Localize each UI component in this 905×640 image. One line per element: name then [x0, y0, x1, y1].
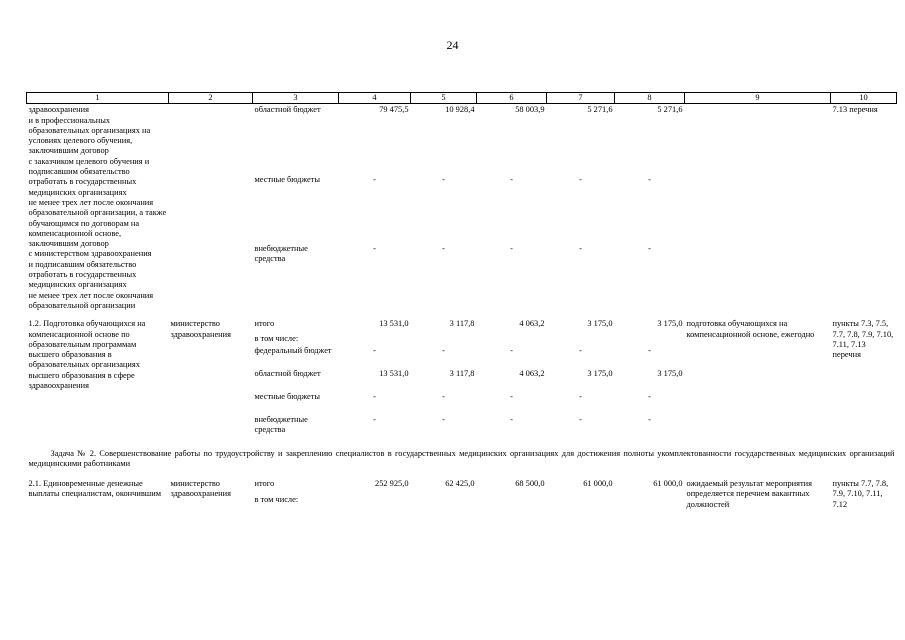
funding-value: -	[648, 414, 651, 424]
funding-value: 62 425,0	[445, 479, 475, 489]
funding-value: -	[442, 345, 445, 355]
funding-value: 4 063,2	[519, 368, 545, 378]
funding-value: 3 175,0	[657, 368, 683, 378]
funding-value: 68 500,0	[515, 479, 545, 489]
funding-value: 13 531,0	[379, 368, 409, 378]
funding-value: -	[373, 243, 376, 253]
table-row	[27, 478, 897, 494]
funding-value: 3 117,8	[449, 319, 475, 329]
funding-value: -	[579, 414, 582, 424]
funding-source: итого	[254, 319, 275, 329]
funding-value	[615, 494, 685, 510]
column-header: 3	[253, 93, 339, 104]
funding-value: -	[648, 243, 651, 253]
funding-value: 3 175,0	[587, 319, 613, 329]
funding-value	[477, 494, 547, 510]
column-header: 1	[27, 93, 169, 104]
funding-value: -	[648, 174, 651, 184]
activity-description: здравоохранения и в профессиональных образовательных организациях на условиях целевого обучения, заключившим договор с заказчиком целевого обучения и подписавшим обязательство отработать в государственных медицинских организациях не менее трех лет после окончания образовательной организации, а также обучающимся по договорам на компенсационной основе, заключившим договор с министерством здравоохранения и подписавшим обязательство отработать в государственных медицинских организациях не менее трех лет после окончания образовательной организации	[28, 105, 167, 310]
funding-value: 3 175,0	[587, 368, 613, 378]
funding-source: местные бюджеты	[254, 174, 321, 184]
funding-value: 58 003,9	[515, 105, 545, 115]
task-heading: Задача № 2. Совершенствование работы по трудоустройству и закреплению специалистов в государственных медицинских организациях для достижения полноты укомплектованности государственных медицинских организаций медицинскими работниками	[28, 448, 895, 468]
program-table	[26, 92, 897, 510]
funding-value	[477, 333, 547, 344]
funding-source: областной бюджет	[254, 368, 321, 378]
funding-value: -	[442, 391, 445, 401]
funding-value: -	[579, 174, 582, 184]
table-row	[27, 104, 897, 174]
funding-value: 61 000,0	[653, 479, 683, 489]
column-header: 4	[339, 93, 411, 104]
funding-source: внебюджетные средства	[254, 243, 308, 263]
funding-value: -	[579, 391, 582, 401]
funding-value: -	[648, 345, 651, 355]
funding-value: 252 925,0	[375, 479, 409, 489]
funding-value: -	[442, 243, 445, 253]
funding-value: -	[373, 391, 376, 401]
column-header: 7	[547, 93, 615, 104]
task-heading-row	[27, 448, 897, 470]
funding-value	[547, 333, 615, 344]
executor	[169, 104, 253, 311]
funding-value: -	[373, 174, 376, 184]
funding-value: -	[442, 414, 445, 424]
funding-value: -	[373, 414, 376, 424]
page-number: 24	[446, 38, 459, 52]
funding-source: федеральный бюджет	[254, 345, 332, 355]
funding-value: -	[510, 243, 513, 253]
funding-value: 3 175,0	[657, 319, 683, 329]
indicator-reference: 7.13 перечня	[832, 105, 878, 115]
activity-description: 2.1. Единовременные денежные выплаты специалистам, окончившим	[28, 479, 162, 499]
funding-value	[411, 494, 477, 510]
funding-value: 79 475,5	[379, 105, 409, 115]
table-row	[27, 318, 897, 333]
funding-value: -	[579, 345, 582, 355]
table-header	[27, 93, 897, 104]
funding-source: местные бюджеты	[254, 391, 321, 401]
funding-value: -	[510, 345, 513, 355]
funding-value	[615, 333, 685, 344]
funding-value: -	[510, 391, 513, 401]
funding-value	[547, 494, 615, 510]
funding-value: -	[510, 174, 513, 184]
funding-value: -	[648, 391, 651, 401]
funding-source: в том числе:	[254, 495, 299, 505]
funding-value	[411, 333, 477, 344]
expected-result	[685, 104, 831, 311]
funding-value: -	[510, 414, 513, 424]
funding-value: -	[373, 345, 376, 355]
indicator-reference: пункты 7.3, 7.5, 7.7, 7.8, 7.9, 7.10, 7.11, 7.13 перечня	[832, 319, 894, 360]
column-header: 5	[411, 93, 477, 104]
column-header: 8	[615, 93, 685, 104]
funding-source: итого	[254, 479, 275, 489]
row-spacer	[27, 437, 897, 448]
funding-value: 4 063,2	[519, 319, 545, 329]
executor: министерство здравоохранения	[170, 479, 231, 499]
funding-value: -	[579, 243, 582, 253]
funding-value: -	[442, 174, 445, 184]
funding-value: 10 928,4	[445, 105, 475, 115]
row-spacer	[27, 469, 897, 478]
column-header: 2	[169, 93, 253, 104]
expected-result: подготовка обучающихся на компенсационной основе, ежегодно	[686, 319, 815, 339]
column-header: 10	[831, 93, 897, 104]
funding-value: 13 531,0	[379, 319, 409, 329]
expected-result: ожидаемый результат мероприятия определяется перечнем вакантных должностей	[686, 479, 812, 509]
funding-value	[339, 494, 411, 510]
table-body	[27, 104, 897, 510]
indicator-reference: пункты 7.7, 7.8, 7.9, 7.10, 7.11, 7.12	[832, 479, 889, 509]
column-header: 9	[685, 93, 831, 104]
executor: министерство здравоохранения	[170, 319, 231, 339]
activity-description: 1.2. Подготовка обучающихся на компенсационной основе по образовательным программам высшего образования в образовательных организациях высшего образования в сфере здравоохранения	[28, 319, 146, 391]
funding-source: внебюджетные средства	[254, 414, 308, 434]
funding-value: 5 271,6	[657, 105, 683, 115]
funding-source: областной бюджет	[254, 105, 321, 115]
funding-value: 5 271,6	[587, 105, 613, 115]
funding-value: 3 117,8	[449, 368, 475, 378]
funding-value	[339, 333, 411, 344]
row-spacer	[27, 311, 897, 318]
column-header: 6	[477, 93, 547, 104]
funding-value: 61 000,0	[583, 479, 613, 489]
funding-source: в том числе:	[254, 334, 299, 344]
